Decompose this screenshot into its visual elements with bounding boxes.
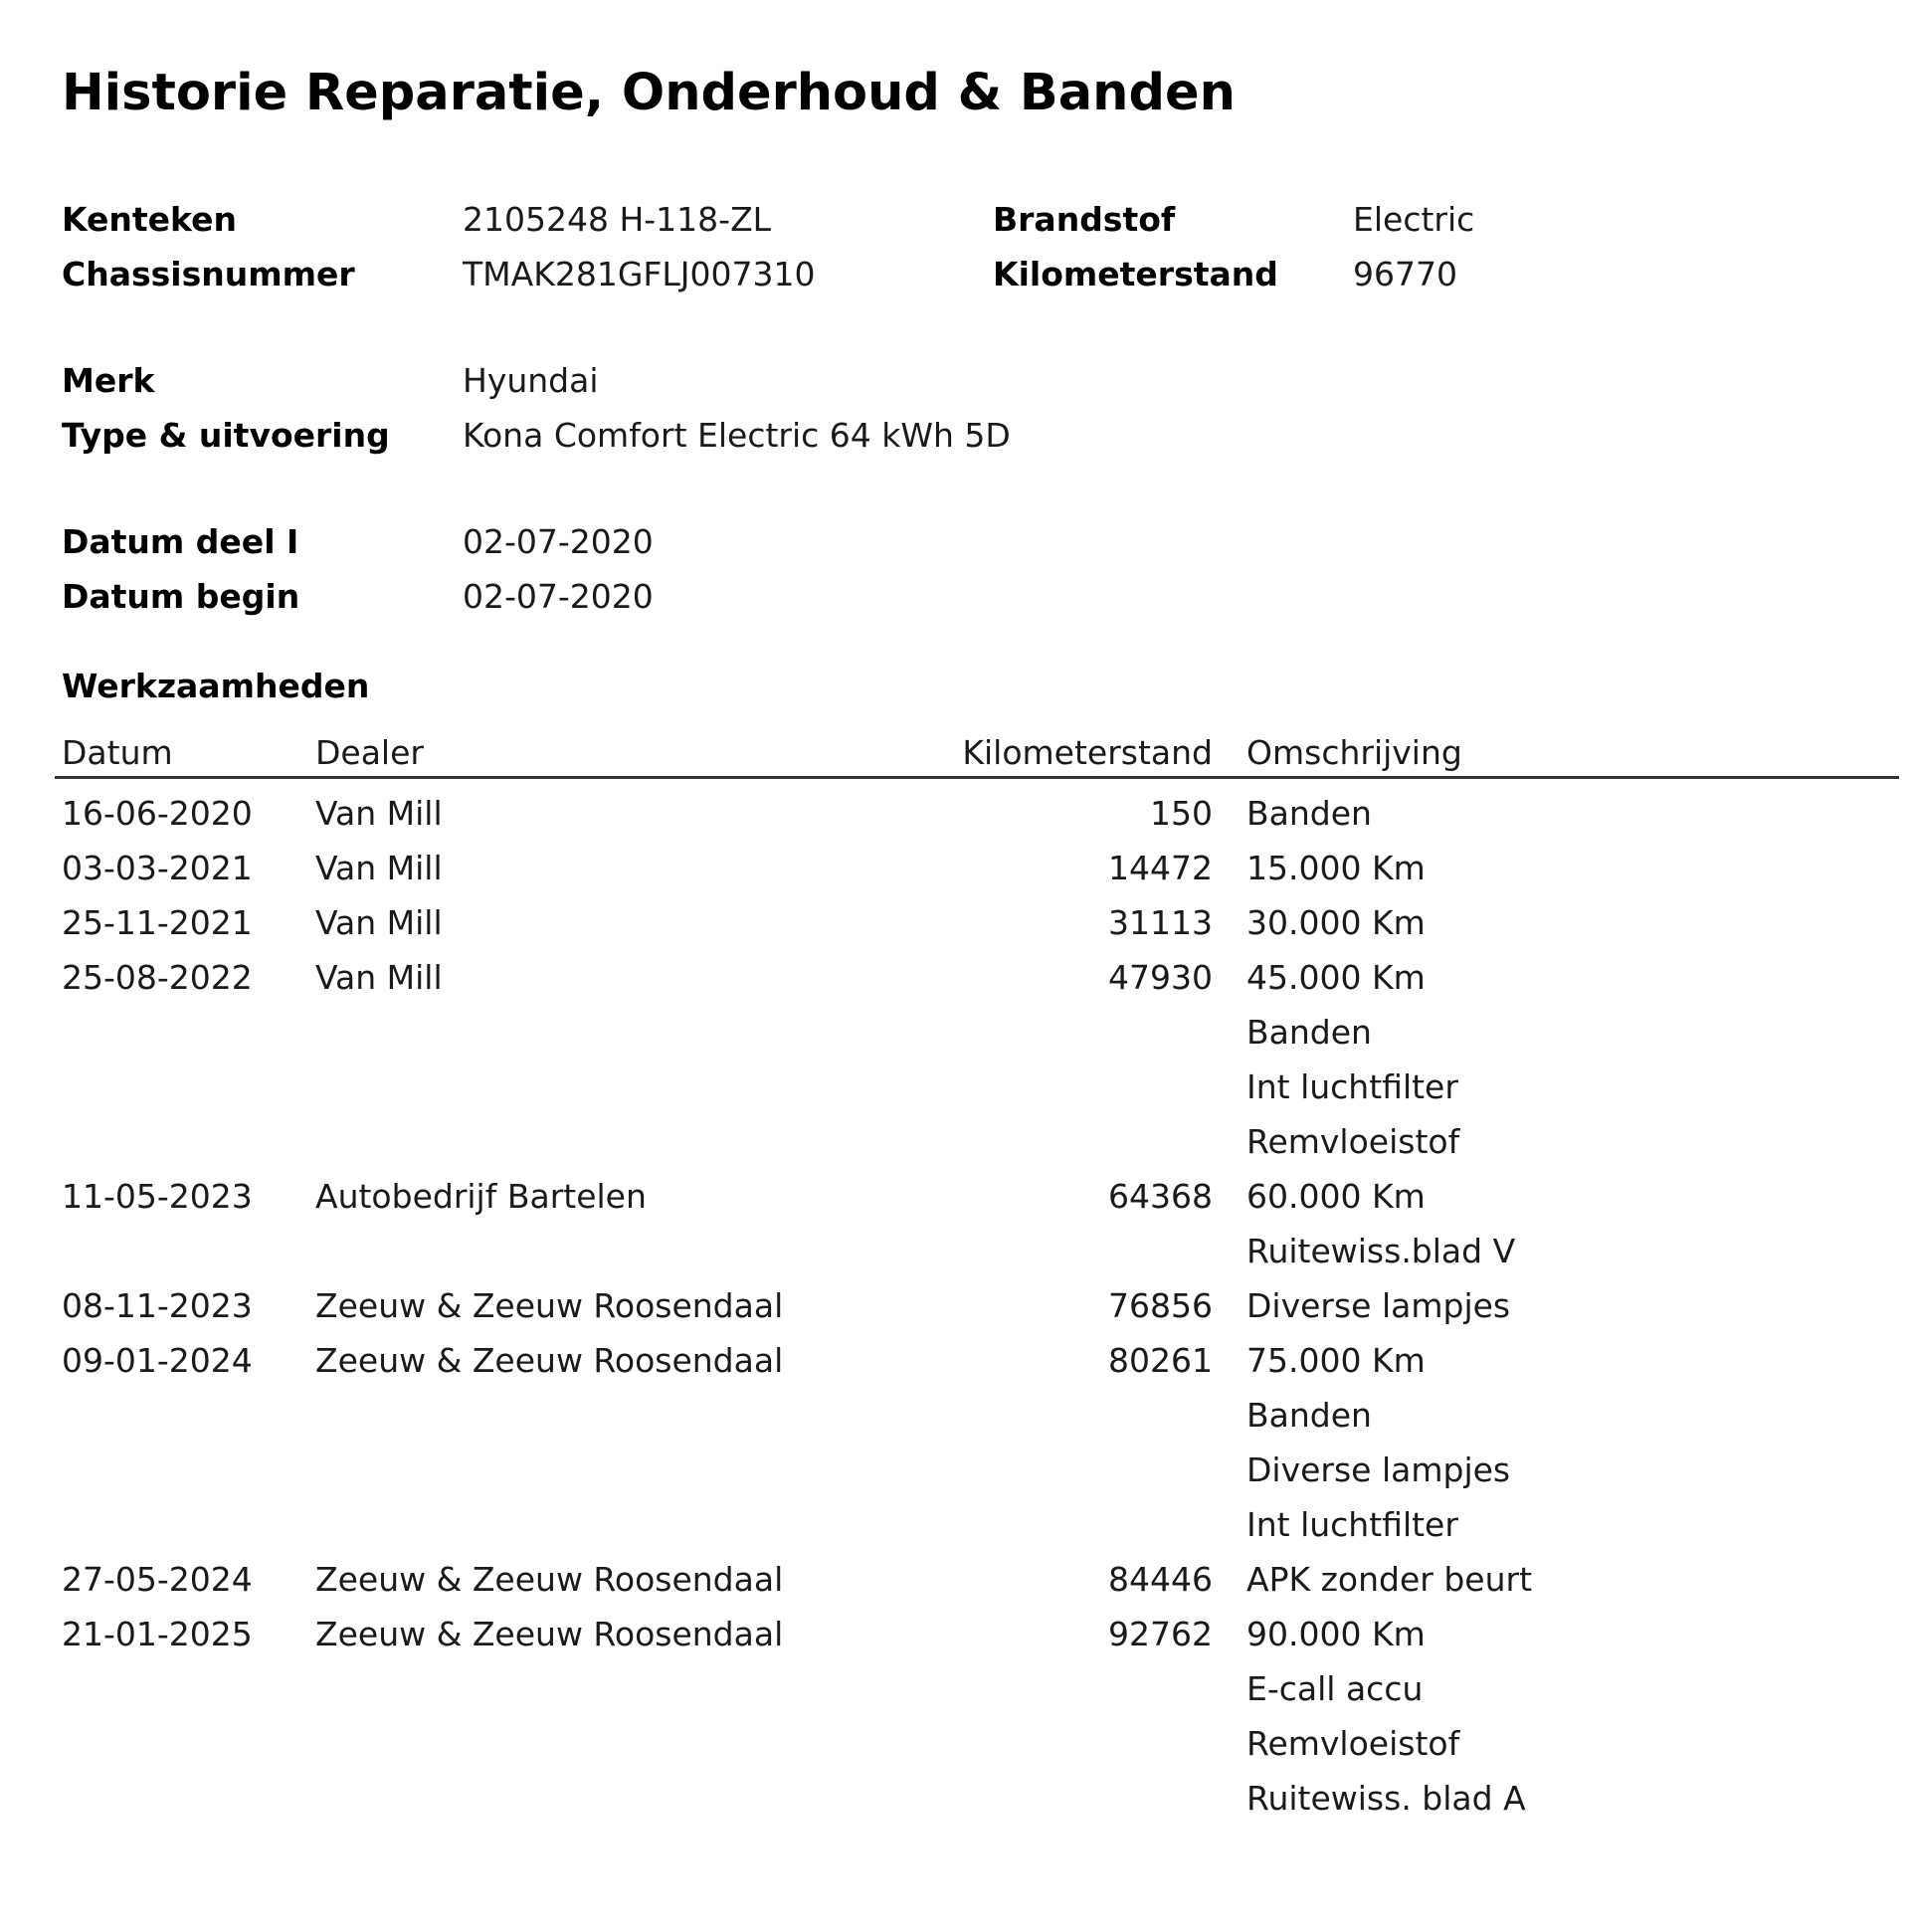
chassis-label: Chassisnummer [62,255,355,293]
header-divider [55,776,1899,779]
brandstof-label: Brandstof [993,200,1176,239]
row-dealer: Zeeuw & Zeeuw Roosendaal [315,1560,784,1599]
merk-label: Merk [62,361,155,400]
omschrijving-item: Banden [1246,1013,1372,1052]
omschrijving-item: Ruitewiss.blad V [1246,1232,1516,1270]
table-row [0,1607,1910,1826]
column-header-kilometerstand: Kilometerstand [962,733,1213,772]
merk-value: Hyundai [463,361,599,400]
row-datum: 16-06-2020 [62,794,253,833]
table-row [0,895,1910,950]
kilometerstand-label: Kilometerstand [993,255,1278,293]
row-omschrijving [1246,950,1910,1169]
table-row [0,786,1910,841]
row-dealer: Van Mill [315,794,443,833]
row-datum: 08-11-2023 [62,1286,253,1325]
row-omschrijving [1246,1607,1910,1826]
table-header [0,729,1910,777]
werkzaamheden-table [0,729,1910,777]
row-kilometerstand: 150 [1150,794,1213,833]
table-body [0,786,1910,1826]
column-header-dealer: Dealer [315,733,424,772]
omschrijving-item: 60.000 Km [1246,1177,1426,1216]
row-omschrijving [1246,1333,1910,1552]
omschrijving-item: 45.000 Km [1246,958,1426,997]
kenteken-label: Kenteken [62,200,237,239]
omschrijving-item: 75.000 Km [1246,1341,1426,1380]
row-datum: 27-05-2024 [62,1560,253,1599]
row-dealer: Van Mill [315,958,443,997]
omschrijving-item: Banden [1246,1396,1372,1435]
omschrijving-item: 90.000 Km [1246,1615,1426,1653]
datum-deel-value: 02-07-2020 [463,522,654,561]
row-kilometerstand: 31113 [1108,903,1213,942]
omschrijving-item: Banden [1246,794,1372,833]
row-dealer: Zeeuw & Zeeuw Roosendaal [315,1286,784,1325]
row-datum: 25-08-2022 [62,958,253,997]
datum-deel-label: Datum deel I [62,522,299,561]
datum-begin-label: Datum begin [62,577,300,616]
row-kilometerstand: 47930 [1108,958,1213,997]
brandstof-value: Electric [1353,200,1475,239]
page-title: Historie Reparatie, Onderhoud & Banden [62,64,1236,122]
omschrijving-item: Remvloeistof [1246,1122,1460,1161]
omschrijving-item: 15.000 Km [1246,849,1426,887]
row-kilometerstand: 80261 [1108,1341,1213,1380]
row-kilometerstand: 76856 [1108,1286,1213,1325]
row-dealer: Autobedrijf Bartelen [315,1177,647,1216]
chassis-value: TMAK281GFLJ007310 [463,255,816,293]
row-datum: 21-01-2025 [62,1615,253,1653]
column-header-omschrijving: Omschrijving [1246,733,1462,772]
row-dealer: Zeeuw & Zeeuw Roosendaal [315,1615,784,1653]
row-dealer: Van Mill [315,849,443,887]
row-omschrijving [1246,1169,1910,1278]
type-value: Kona Comfort Electric 64 kWh 5D [463,416,1011,455]
type-label: Type & uitvoering [62,416,390,455]
row-omschrijving [1246,1552,1910,1607]
omschrijving-item: Ruitewiss. blad A [1246,1779,1526,1818]
table-row [0,1333,1910,1552]
column-header-datum: Datum [62,733,173,772]
table-row [0,950,1910,1169]
row-datum: 11-05-2023 [62,1177,253,1216]
row-omschrijving [1246,841,1910,895]
omschrijving-item: Diverse lampjes [1246,1286,1511,1325]
omschrijving-item: APK zonder beurt [1246,1560,1533,1599]
row-dealer: Zeeuw & Zeeuw Roosendaal [315,1341,784,1380]
row-datum: 09-01-2024 [62,1341,253,1380]
table-row [0,841,1910,895]
omschrijving-item: Diverse lampjes [1246,1450,1511,1489]
kenteken-value: 2105248 H-118-ZL [463,200,772,239]
table-row [0,1552,1910,1607]
row-omschrijving [1246,895,1910,950]
row-kilometerstand: 84446 [1108,1560,1213,1599]
row-datum: 25-11-2021 [62,903,253,942]
datum-begin-value: 02-07-2020 [463,577,654,616]
table-row [0,1278,1910,1333]
omschrijving-item: Int luchtfilter [1246,1505,1458,1544]
omschrijving-item: Remvloeistof [1246,1724,1460,1763]
table-row [0,1169,1910,1278]
row-kilometerstand: 14472 [1108,849,1213,887]
row-kilometerstand: 92762 [1108,1615,1213,1653]
omschrijving-item: Int luchtfilter [1246,1067,1458,1106]
kilometerstand-value: 96770 [1353,255,1457,293]
section-title-werkzaamheden: Werkzaamheden [62,667,370,705]
row-dealer: Van Mill [315,903,443,942]
row-omschrijving [1246,786,1910,841]
row-kilometerstand: 64368 [1108,1177,1213,1216]
omschrijving-item: E-call accu [1246,1669,1424,1708]
row-datum: 03-03-2021 [62,849,253,887]
row-omschrijving [1246,1278,1910,1333]
omschrijving-item: 30.000 Km [1246,903,1426,942]
